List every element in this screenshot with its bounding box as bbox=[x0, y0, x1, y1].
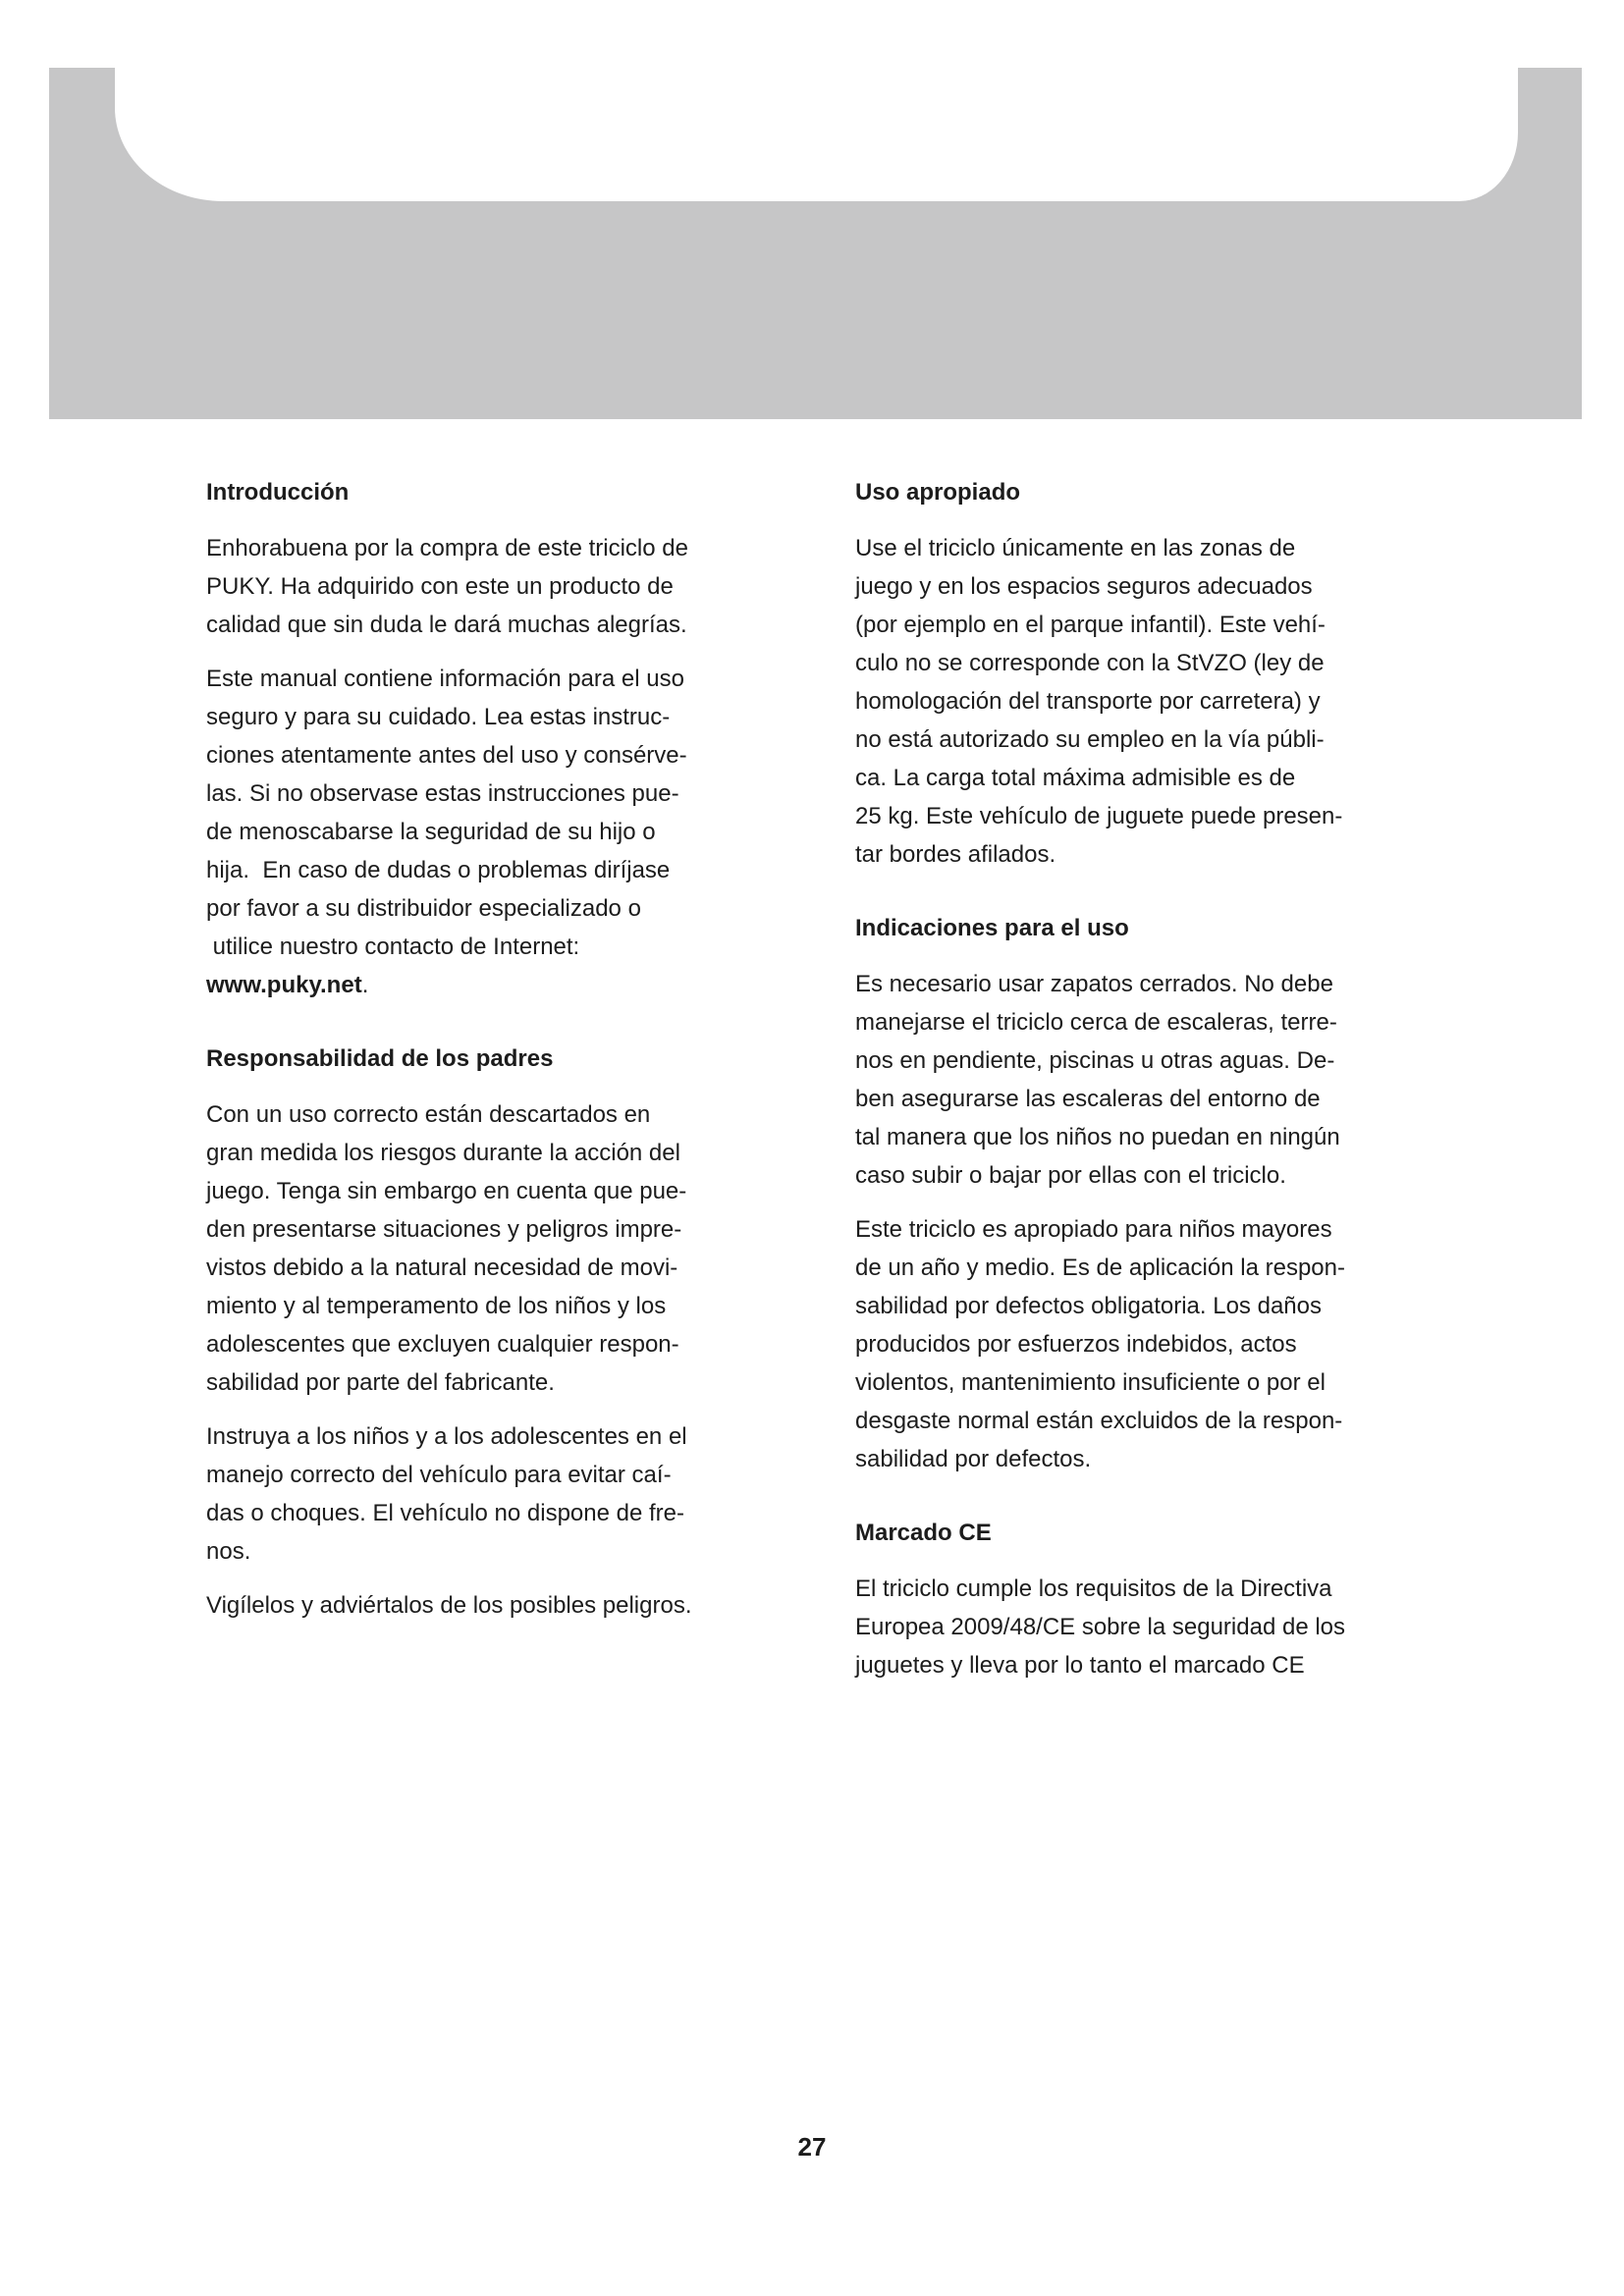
text-line: 25 kg. Este vehículo de juguete puede presen- bbox=[855, 803, 1343, 829]
text-line: Este manual contiene información para el uso bbox=[206, 666, 684, 692]
text-line: seguro y para su cuidado. Lea estas instruc- bbox=[206, 704, 671, 730]
section bbox=[855, 909, 1464, 1478]
text-line: adolescentes que excluyen cualquier respon- bbox=[206, 1331, 679, 1358]
text-line: homologación del transporte por carretera) y bbox=[855, 688, 1321, 715]
paragraph bbox=[206, 660, 815, 1004]
text-line: Instruya a los niños y a los adolescentes en el bbox=[206, 1423, 687, 1450]
text-line: Use el triciclo únicamente en las zonas de bbox=[855, 535, 1296, 561]
text-line: de menoscabarse la seguridad de su hijo o bbox=[206, 819, 656, 845]
section-heading: Indicaciones para el uso bbox=[855, 915, 1129, 941]
text-line: sabilidad por defectos. bbox=[855, 1446, 1092, 1472]
paragraph bbox=[206, 529, 815, 644]
paragraph bbox=[855, 1570, 1464, 1684]
text-line: utilice nuestro contacto de Internet: bbox=[206, 934, 580, 960]
text-line: El triciclo cumple los requisitos de la Directiva bbox=[855, 1575, 1332, 1602]
text-line: juego y en los espacios seguros adecuados bbox=[855, 573, 1313, 600]
text-line: ben asegurarse las escaleras del entorno de bbox=[855, 1086, 1321, 1112]
section-heading: Introducción bbox=[206, 479, 350, 506]
text-line: juguetes y lleva por lo tanto el marcado CE bbox=[855, 1652, 1305, 1679]
text-line: Con un uso correcto están descartados en bbox=[206, 1101, 651, 1128]
text-line: nos en pendiente, piscinas u otras aguas. De- bbox=[855, 1047, 1335, 1074]
text-line: miento y al temperamento de los niños y los bbox=[206, 1293, 667, 1319]
header-tab-shape bbox=[115, 68, 1518, 201]
section-heading: Marcado CE bbox=[855, 1520, 992, 1546]
paragraph bbox=[206, 1586, 815, 1625]
text-line: juego. Tenga sin embargo en cuenta que pue- bbox=[206, 1178, 687, 1204]
text-line: tal manera que los niños no puedan en ningún bbox=[855, 1124, 1340, 1150]
text-line: hija. En caso de dudas o problemas diríjase bbox=[206, 857, 671, 883]
right-column bbox=[855, 473, 1464, 1720]
text-line: gran medida los riesgos durante la acción del bbox=[206, 1140, 680, 1166]
text-line: den presentarse situaciones y peligros impre- bbox=[206, 1216, 682, 1243]
text-line: PUKY. Ha adquirido con este un producto de bbox=[206, 573, 674, 600]
text-line: Europea 2009/48/CE sobre la seguridad de los bbox=[855, 1614, 1346, 1640]
page-number: 27 bbox=[797, 2132, 827, 2162]
text-line: vistos debido a la natural necesidad de movi- bbox=[206, 1255, 678, 1281]
text-line: culo no se corresponde con la StVZO (ley de bbox=[855, 650, 1325, 676]
text-line: tar bordes afilados. bbox=[855, 841, 1056, 868]
text-line: Vigílelos y adviértalos de los posibles peligros. bbox=[206, 1592, 692, 1619]
text-line: sabilidad por defectos obligatoria. Los daños bbox=[855, 1293, 1322, 1319]
section bbox=[206, 1040, 815, 1625]
text-line: de un año y medio. Es de aplicación la respon- bbox=[855, 1255, 1345, 1281]
paragraph bbox=[206, 1417, 815, 1571]
text-line: manejarse el triciclo cerca de escaleras, terre- bbox=[855, 1009, 1337, 1036]
paragraph bbox=[206, 1095, 815, 1402]
paragraph bbox=[855, 965, 1464, 1195]
text-line: ca. La carga total máxima admisible es de bbox=[855, 765, 1296, 791]
section-heading: Responsabilidad de los padres bbox=[206, 1045, 554, 1072]
link-line bbox=[206, 966, 815, 1004]
link-suffix: . bbox=[361, 972, 369, 998]
website-link[interactable]: www.puky.net bbox=[206, 972, 362, 998]
text-line: Enhorabuena por la compra de este triciclo de bbox=[206, 535, 688, 561]
text-line: Este triciclo es apropiado para niños mayores bbox=[855, 1216, 1332, 1243]
paragraph bbox=[855, 1210, 1464, 1478]
text-line: no está autorizado su empleo en la vía públi- bbox=[855, 726, 1325, 753]
text-line: sabilidad por parte del fabricante. bbox=[206, 1369, 555, 1396]
paragraph bbox=[855, 529, 1464, 874]
section bbox=[855, 473, 1464, 874]
text-line: (por ejemplo en el parque infantil). Este vehí- bbox=[855, 612, 1326, 638]
text-line: producidos por esfuerzos indebidos, actos bbox=[855, 1331, 1297, 1358]
text-line: las. Si no observase estas instrucciones pue- bbox=[206, 780, 679, 807]
section-heading: Uso apropiado bbox=[855, 479, 1021, 506]
text-line: ciones atentamente antes del uso y consérve- bbox=[206, 742, 687, 769]
left-column bbox=[206, 473, 815, 1660]
text-line: nos. bbox=[206, 1538, 251, 1565]
text-line: Es necesario usar zapatos cerrados. No debe bbox=[855, 971, 1333, 997]
section bbox=[855, 1514, 1464, 1684]
text-line: caso subir o bajar por ellas con el triciclo. bbox=[855, 1162, 1286, 1189]
text-line: manejo correcto del vehículo para evitar caí- bbox=[206, 1462, 672, 1488]
text-line: calidad que sin duda le dará muchas alegrías. bbox=[206, 612, 687, 638]
text-line: das o choques. El vehículo no dispone de fre- bbox=[206, 1500, 684, 1526]
section bbox=[206, 473, 815, 1004]
text-line: desgaste normal están excluidos de la respon- bbox=[855, 1408, 1343, 1434]
text-line: por favor a su distribuidor especializado o bbox=[206, 895, 641, 922]
text-line: violentos, mantenimiento insuficiente o por el bbox=[855, 1369, 1326, 1396]
